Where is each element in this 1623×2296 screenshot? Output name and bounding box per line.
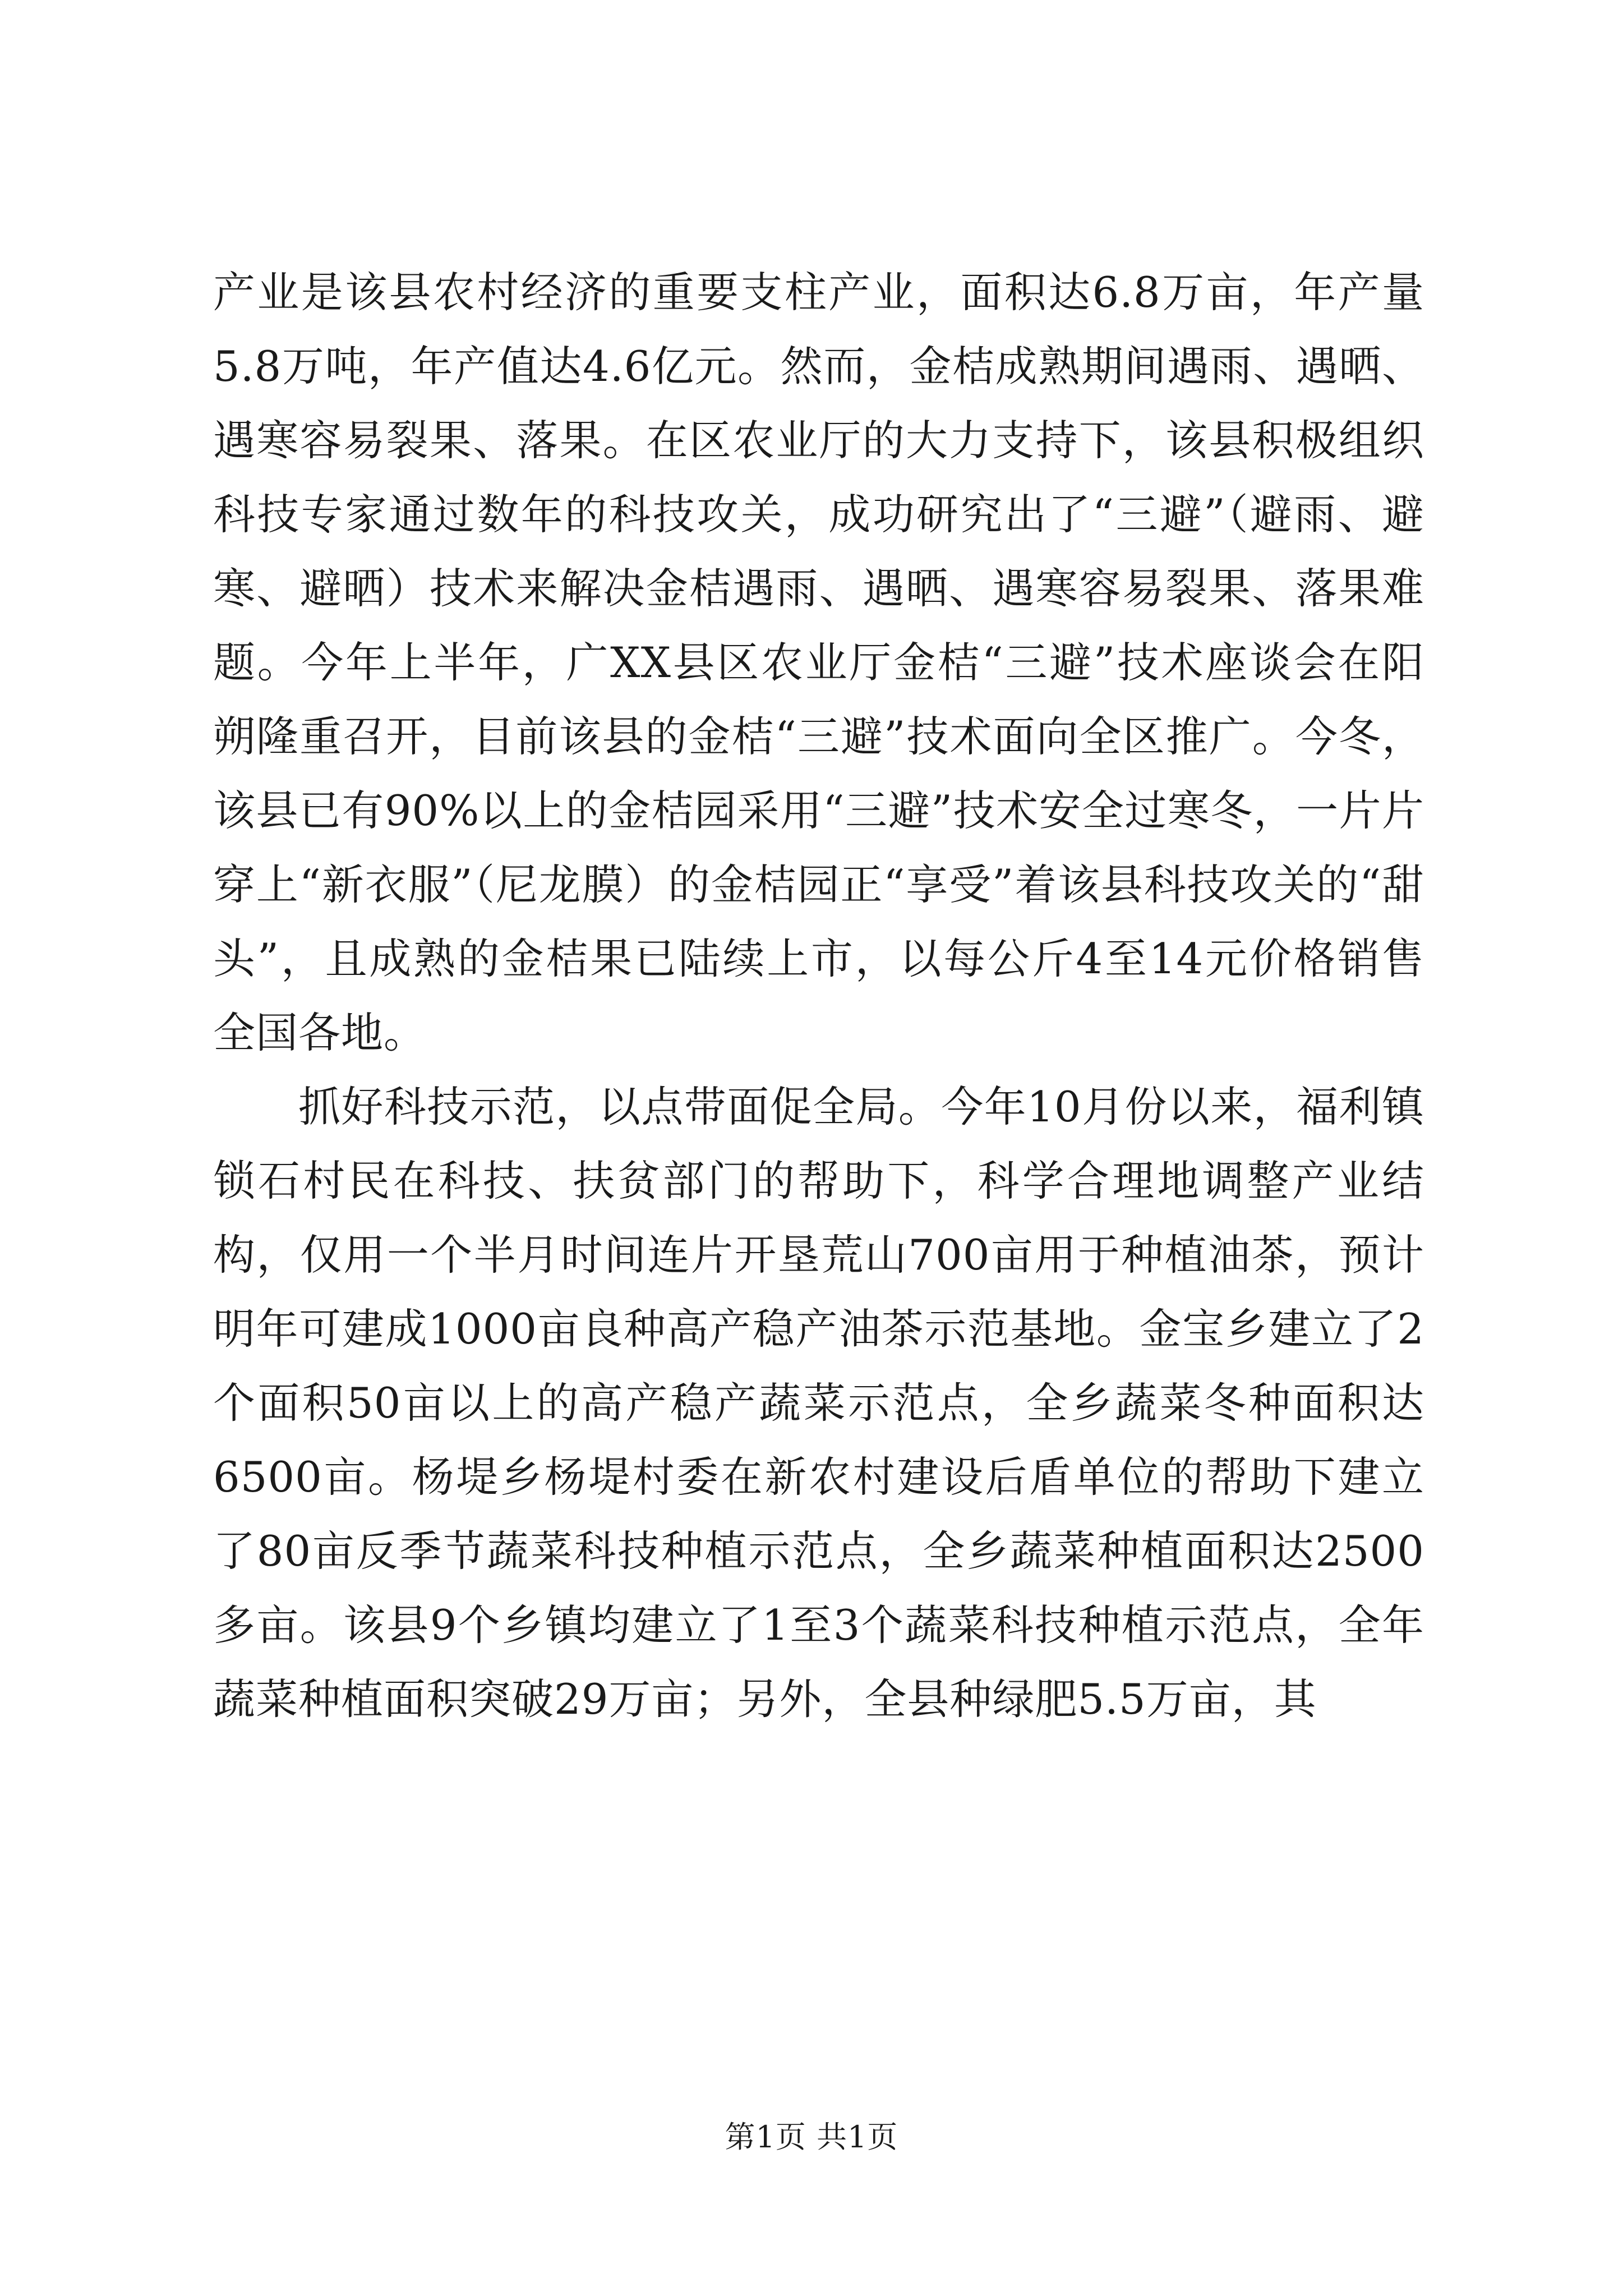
paragraph-1: 产业是该县农村经济的重要支柱产业，面积达6.8万亩，年产量5.8万吨，年产值达4.6亿元。然而，金桔成熟期间遇雨、遇晒、遇寒容易裂果、落果。在区农业厅的大力支持下，该县积极组织科技专家通过数年的科技攻关，成功研究出了“三避”（避雨、避寒、避晒）技术来解决金桔遇雨、遇晒、遇寒容易裂果、落果难题。今年上半年，广XX县区农业厅金桔“三避”技术座谈会在阳朔隆重召开，目前该县的金桔“三避”技术面向全区推广。今冬，该县已有90%以上的金桔园采用“三避”技术安全过寒冬，一片片穿上“新衣服”（尼龙膜）的金桔园正“享受”着该县科技攻关的“甜头”，且成熟的金桔果已陆续上市，以每公斤4至14元价格销售全国各地。 (213, 268, 1424, 1057)
page-footer: 第1页 共1页 (725, 2119, 898, 2155)
paragraph-2: 抓好科技示范，以点带面促全局。今年10月份以来，福利镇锁石村民在科技、扶贫部门的帮助下，科学合理地调整产业结构，仅用一个半月时间连片开垦荒山700亩用于种植油茶，预计明年可建成1000亩良种高产稳产油茶示范基地。金宝乡建立了2个面积50亩以上的高产稳产蔬菜示范点，全乡蔬菜冬种面积达6500亩。杨堤乡杨堤村委在新农村建设后盾单位的帮助下建立了80亩反季节蔬菜科技种植示范点，全乡蔬菜种植面积达2500多亩。该县9个乡镇均建立了1至3个蔬菜科技种植示范点，全年蔬菜种植面积突破29万亩；另外，全县种绿肥5.5万亩，其 (213, 1082, 1424, 1724)
document-body (213, 255, 1424, 1736)
